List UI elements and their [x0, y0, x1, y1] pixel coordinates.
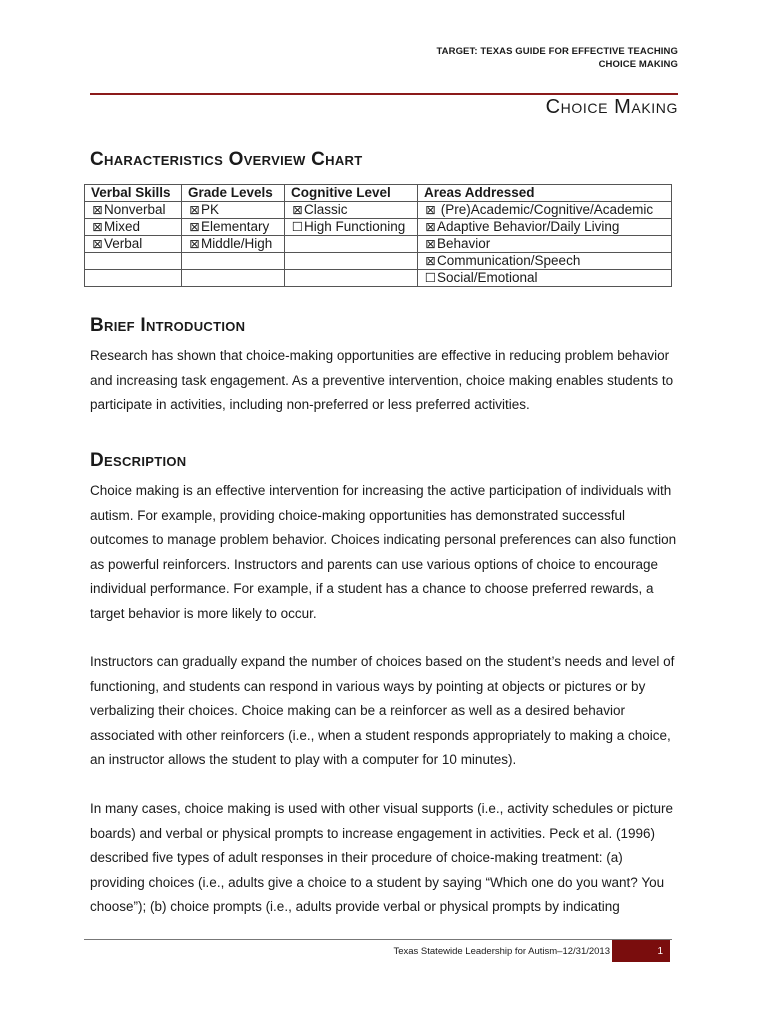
characteristics-table [84, 184, 672, 287]
checked-box-icon: ⊠ [189, 237, 200, 251]
intro-heading: Brief Introduction [90, 315, 246, 336]
cell-label: Behavior [437, 236, 491, 251]
checked-box-icon: ⊠ [292, 203, 303, 217]
table-cell [418, 236, 672, 253]
table-cell [182, 270, 285, 287]
checked-box-icon: ⊠ [92, 237, 103, 251]
cell-label: Adaptive Behavior/Daily Living [437, 219, 620, 234]
checked-box-icon: ⊠ [425, 237, 436, 251]
description-heading: Description [90, 450, 187, 471]
table-row [85, 219, 672, 236]
table-cell [182, 253, 285, 270]
table-cell [85, 202, 182, 219]
table-cell [85, 236, 182, 253]
cell-label: (Pre)Academic/Cognitive/Academic [437, 202, 654, 217]
checked-box-icon: ⊠ [425, 203, 436, 217]
cell-label: Communication/Speech [437, 253, 581, 268]
cell-label: Elementary [201, 219, 270, 234]
footer-text: Texas Statewide Leadership for Autism–12/31/2013 [393, 946, 610, 957]
table-row [85, 270, 672, 287]
table-cell [85, 253, 182, 270]
column-header: Areas Addressed [418, 185, 672, 202]
cell-label: Social/Emotional [437, 270, 538, 285]
table-cell [285, 202, 418, 219]
cell-label: Nonverbal [104, 202, 166, 217]
table-cell [418, 270, 672, 287]
table-header-row [85, 185, 672, 202]
table-cell [418, 253, 672, 270]
running-header [436, 46, 678, 71]
cell-label: PK [201, 202, 220, 217]
section-title: Choice Making [545, 96, 678, 118]
checked-box-icon: ⊠ [425, 254, 436, 268]
running-header-line-1: TARGET: TEXAS GUIDE FOR EFFECTIVE TEACHING [436, 46, 678, 57]
table-cell [285, 236, 418, 253]
column-header: Grade Levels [182, 185, 285, 202]
table-row [85, 253, 672, 270]
page-number-box [612, 940, 670, 962]
running-header-line-2: CHOICE MAKING [598, 58, 678, 70]
column-header: Cognitive Level [285, 185, 418, 202]
chart-heading: Characteristics Overview Chart [90, 149, 363, 170]
cell-label: Mixed [104, 219, 141, 234]
header-divider [90, 93, 678, 95]
description-paragraph-3: In many cases, choice making is used with other visual supports (i.e., activity schedules or picture boards) and verbal or physical prompts to increase engagement in activities. Peck et al. (1996) described five types of adult responses in their procedure of choice-making treatment: (a) providing choices (i.e., adults give a choice to a student by saying “Which one do you want? You choose”); (b) choice prompts (i.e., adults provide verbal or physical prompts by indicating [90, 801, 674, 914]
table-cell [285, 270, 418, 287]
page-number: 1 [657, 945, 663, 957]
checked-box-icon: ⊠ [425, 220, 436, 234]
table-cell [182, 219, 285, 236]
checked-box-icon: ⊠ [189, 203, 200, 217]
cell-label: Verbal [104, 236, 143, 251]
table-cell [418, 202, 672, 219]
table-cell [285, 219, 418, 236]
checked-box-icon: ⊠ [92, 220, 103, 234]
checked-box-icon: ⊠ [92, 203, 103, 217]
table-cell [285, 253, 418, 270]
intro-paragraph: Research has shown that choice-making opportunities are effective in reducing problem behavior and increasing task engagement. As a preventive intervention, choice making enables students to participate in activities, including non-preferred or less preferred activities. [90, 348, 674, 412]
column-header: Verbal Skills [85, 185, 182, 202]
table-body [85, 202, 672, 287]
table-cell [182, 236, 285, 253]
cell-label: Classic [304, 202, 348, 217]
table-cell [182, 202, 285, 219]
description-paragraph-2: Instructors can gradually expand the number of choices based on the student’s needs and level of functioning, and students can respond in various ways by pointing at objects or pictures or by verbalizing their choices. Choice making can be a reinforcer as well as a desired behavior associated with other reinforcers (i.e., when a student responds appropriately to making a choice, an instructor allows the student to play with a computer for 10 minutes). [90, 654, 675, 767]
cell-label: High Functioning [304, 219, 406, 234]
table-cell [418, 219, 672, 236]
unchecked-box-icon: ☐ [424, 271, 437, 285]
table-cell [85, 270, 182, 287]
table-row [85, 236, 672, 253]
unchecked-box-icon: ☐ [291, 220, 304, 234]
footer-divider [84, 939, 672, 940]
cell-label: Middle/High [201, 236, 273, 251]
checked-box-icon: ⊠ [189, 220, 200, 234]
description-paragraph-1: Choice making is an effective intervention for increasing the active participation of individuals with autism. For example, providing choice-making opportunities has demonstrated successful outcomes to manage problem behavior. Choices indicating personal preferences can also function as powerful reinforcers. Instructors and parents can use various options of choice to encourage individual performance. For example, if a student has a chance to choose preferred rewards, a target behavior is more likely to occur. [90, 483, 677, 621]
table-row [85, 202, 672, 219]
table-cell [85, 219, 182, 236]
